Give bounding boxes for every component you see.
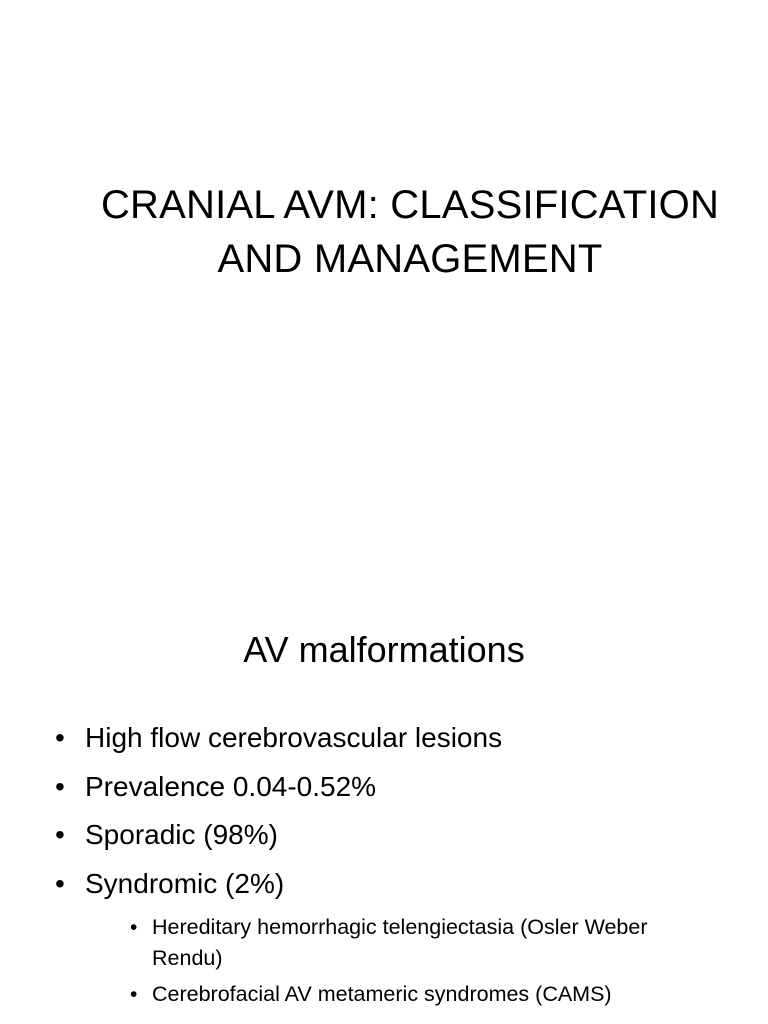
presentation-title-line-2: AND MANAGEMENT bbox=[217, 237, 603, 281]
bullet-marker: • bbox=[55, 867, 65, 899]
sub-bullet-marker: • bbox=[130, 916, 138, 940]
presentation-title-line-1: CRANIAL AVM: CLASSIFICATION bbox=[100, 183, 720, 227]
presentation-title bbox=[60, 178, 760, 286]
bullet-marker: • bbox=[55, 770, 65, 802]
bullet-text: Sporadic (98%) bbox=[85, 819, 278, 851]
bullet-list bbox=[0, 714, 768, 1010]
sub-bullet-item bbox=[0, 979, 768, 1010]
content-slide bbox=[0, 576, 768, 1024]
sub-bullet-marker: • bbox=[130, 983, 138, 1007]
sub-bullet-item bbox=[0, 912, 768, 974]
bullet-text: Syndromic (2%) bbox=[85, 867, 285, 899]
bullet-item bbox=[0, 714, 768, 763]
bullet-item bbox=[0, 860, 768, 909]
slide-title: AV malformations bbox=[243, 629, 525, 670]
sub-bullet-text: Hereditary hemorrhagic telengiectasia (Osler Weber Rendu) bbox=[152, 915, 648, 971]
bullet-marker: • bbox=[55, 722, 65, 753]
bullet-text: High flow cerebrovascular lesions bbox=[85, 722, 503, 753]
bullet-text: Prevalence 0.04-0.52% bbox=[85, 770, 377, 802]
bullet-item bbox=[0, 763, 768, 812]
bullet-marker: • bbox=[55, 819, 65, 851]
sub-bullet-text: Cerebrofacial AV metameric syndromes (CAMS) bbox=[152, 982, 612, 1007]
bullet-item bbox=[0, 811, 768, 860]
